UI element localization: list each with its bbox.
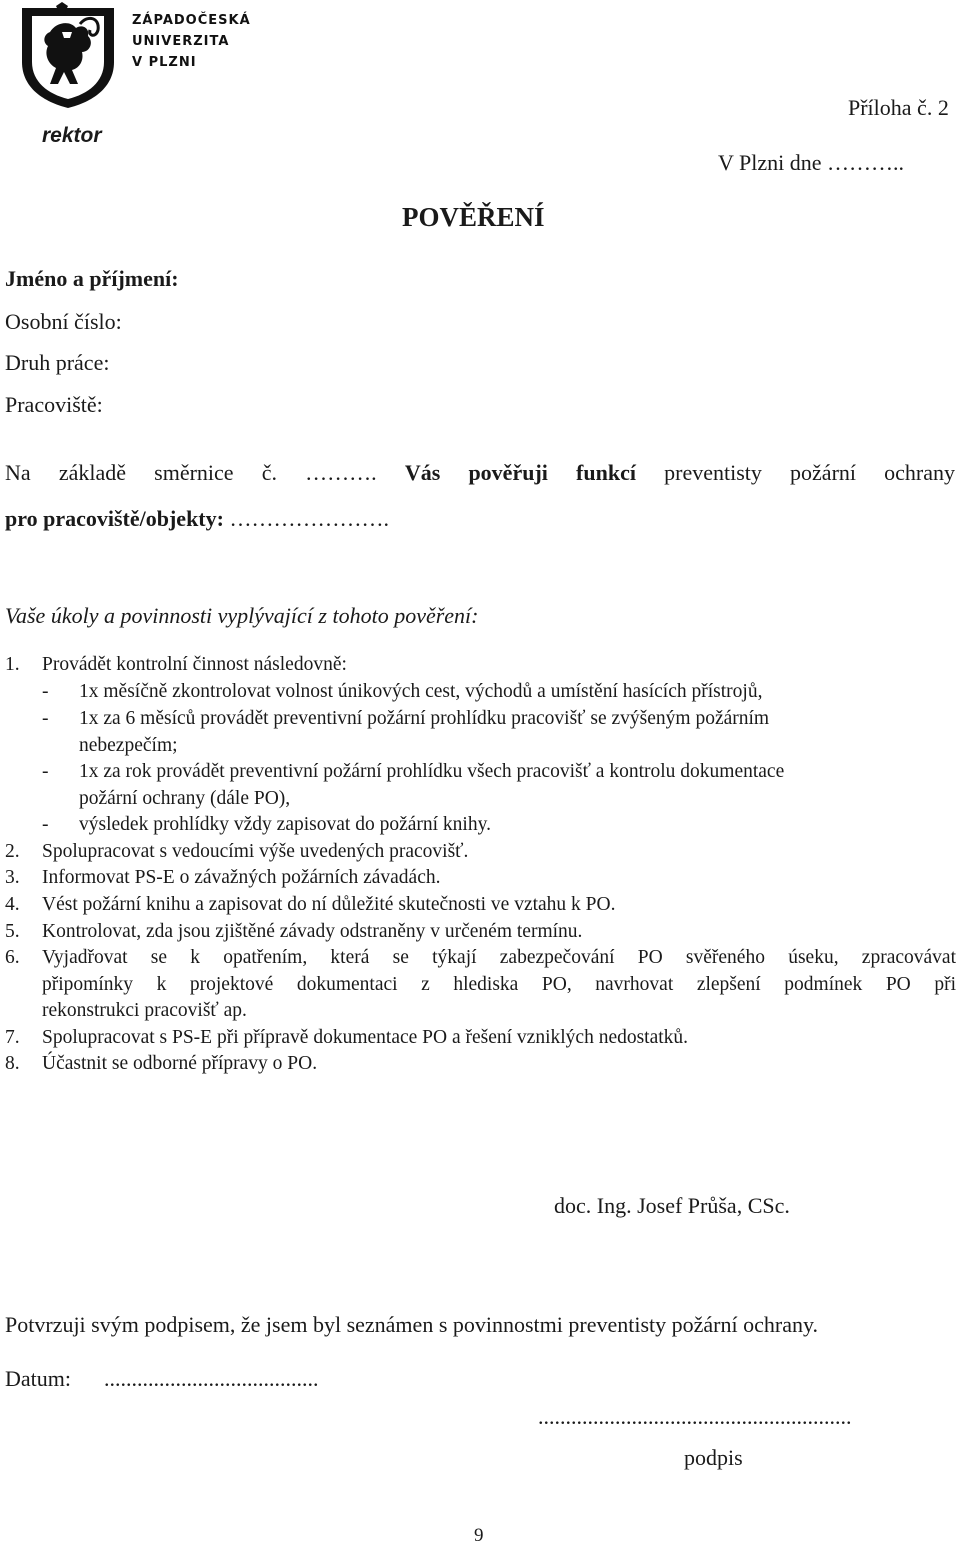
list-text: 1x měsíčně zkontrolovat volnost únikových cest, východů a umístění hasících přístrojů,: [79, 681, 763, 702]
list-number: 6.: [5, 947, 20, 968]
list-bullet: -: [42, 681, 49, 702]
appointment-bold: Vás pověřuji funkcí: [404, 460, 636, 485]
list-text: Vyjadřovat se k opatřením, která se týkají zabezpečování PO svěřeného úseku, zpracovávat: [42, 947, 956, 968]
list-text: rekonstrukci pracovišť ap.: [42, 1000, 247, 1021]
personal-number-label: Osobní číslo:: [5, 309, 122, 334]
list-text: Spolupracovat s vedoucími výše uvedených pracovišť.: [42, 841, 469, 862]
list-bullet: -: [42, 761, 49, 782]
university-name-line: V PLZNI: [132, 55, 197, 70]
list-number: 4.: [5, 894, 20, 915]
list-text: Spolupracovat s PS-E při přípravě dokumentace PO a řešení vzniklých nedostatků.: [42, 1027, 689, 1048]
university-name-line: ZÁPADOČESKÁ: [132, 13, 251, 28]
lion-crest-icon: [18, 2, 118, 110]
date-blank: .......................................: [104, 1366, 319, 1391]
list-text: Kontrolovat, zda jsou zjištěné závady odstraněny v určeném termínu.: [42, 921, 583, 942]
list-text: Informovat PS-E o závažných požárních závadách.: [42, 867, 441, 888]
list-text: nebezpečím;: [79, 735, 178, 756]
name-label: Jméno a příjmení:: [5, 266, 179, 291]
confirmation-text: Potvrzuji svým podpisem, že jsem byl seznámen s povinnostmi preventisty požární ochrany.: [5, 1312, 819, 1337]
office-label: rektor: [42, 124, 102, 147]
list-bullet: -: [42, 814, 49, 835]
list-text: požární ochrany (dále PO),: [79, 788, 291, 809]
list-text: 1x za rok provádět preventivní požární prohlídku všech pracovišť a kontrolu dokumentace: [79, 761, 785, 782]
page-number: 9: [474, 1525, 484, 1546]
university-name: [132, 10, 251, 73]
list-text: výsledek prohlídky vždy zapisovat do požární knihy.: [79, 814, 491, 835]
duties-heading: Vaše úkoly a povinnosti vyplývající z tohoto pověření:: [5, 603, 479, 628]
university-name-line: UNIVERZITA: [132, 34, 230, 49]
list-number: 7.: [5, 1027, 20, 1048]
signature-line: .........................................................: [538, 1404, 852, 1429]
appointment-function: preventisty požární ochrany: [664, 460, 956, 485]
workplace-label: Pracoviště:: [5, 392, 103, 417]
list-text: 1x za 6 měsíců provádět preventivní požární prohlídku pracovišť se zvýšeným požárním: [79, 708, 770, 729]
appointment-line: [5, 460, 955, 486]
appointment-text: Na základě směrnice č.: [5, 460, 277, 485]
list-number: 1.: [5, 654, 20, 675]
list-number: 3.: [5, 867, 20, 888]
list-bullet: -: [42, 708, 49, 729]
workplaces-label: pro pracoviště/objekty:: [5, 506, 224, 531]
university-logo: [18, 2, 258, 112]
date-label: Datum:: [5, 1366, 71, 1391]
signatory-name: doc. Ing. Josef Průša, CSc.: [554, 1193, 790, 1218]
list-number: 8.: [5, 1053, 20, 1074]
appointment-line-2: [5, 506, 389, 532]
list-number: 2.: [5, 841, 20, 862]
list-text: Provádět kontrolní činnost následovně:: [42, 654, 347, 675]
document-title: POVĚŘENÍ: [402, 202, 545, 232]
signature-label: podpis: [684, 1445, 743, 1470]
list-text: Účastnit se odborné přípravy o PO.: [42, 1053, 318, 1074]
directive-number-blank: ……….: [305, 460, 377, 485]
job-type-label: Druh práce:: [5, 350, 110, 375]
list-text: připomínky k projektové dokumentaci z hlediska PO, navrhovat zlepšení podmínek PO při: [42, 974, 956, 995]
list-text: Vést požární knihu a zapisovat do ní důležité skutečnosti ve vztahu k PO.: [42, 894, 616, 915]
place-date: V Plzni dne ………..: [718, 150, 904, 175]
workplaces-blank: ………………….: [229, 506, 389, 531]
attachment-label: Příloha č. 2: [848, 95, 949, 120]
list-number: 5.: [5, 921, 20, 942]
